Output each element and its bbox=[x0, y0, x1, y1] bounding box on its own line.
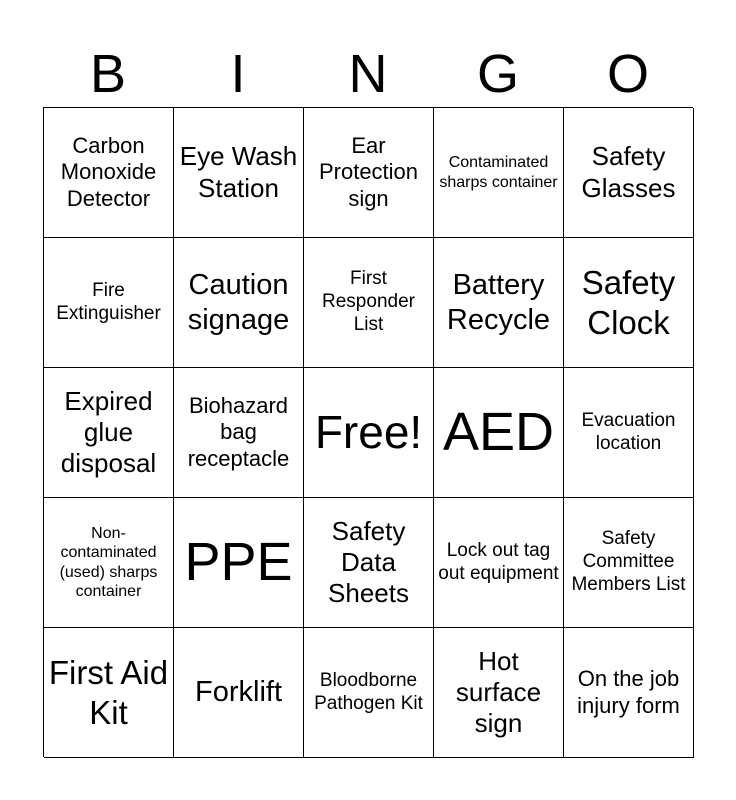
bingo-cell bbox=[44, 368, 174, 498]
cell-text: Hot surface sign bbox=[455, 645, 542, 739]
bingo-cell bbox=[174, 108, 304, 238]
header-letter-i: I bbox=[230, 44, 246, 104]
bingo-cell bbox=[564, 368, 694, 498]
cell-text: Contaminated sharps container bbox=[439, 154, 558, 191]
bingo-cell bbox=[304, 498, 434, 628]
bingo-cell bbox=[434, 108, 564, 238]
bingo-cell bbox=[44, 498, 174, 628]
bingo-cell bbox=[304, 238, 434, 368]
bingo-cell bbox=[564, 108, 694, 238]
bingo-cell bbox=[564, 628, 694, 758]
cell-text: Bloodborne Pathogen Kit bbox=[314, 669, 423, 714]
cell-text: Battery Recycle bbox=[446, 268, 551, 336]
cell-text: Caution signage bbox=[187, 268, 290, 336]
header-letter-b: B bbox=[89, 44, 127, 104]
bingo-cell bbox=[434, 238, 564, 368]
bingo-cell bbox=[44, 238, 174, 368]
bingo-cell bbox=[174, 238, 304, 368]
bingo-cell bbox=[304, 108, 434, 238]
cell-text: Fire Extinguisher bbox=[56, 279, 161, 324]
cell-text: Carbon Monoxide Detector bbox=[60, 132, 157, 211]
bingo-cell bbox=[44, 628, 174, 758]
cell-text: Biohazard bag receptacle bbox=[187, 392, 290, 471]
bingo-grid bbox=[43, 107, 693, 757]
header-letter-g: G bbox=[476, 44, 519, 104]
cell-text: Safety Data Sheets bbox=[328, 515, 409, 609]
bingo-cell bbox=[174, 628, 304, 758]
bingo-cell bbox=[304, 628, 434, 758]
cell-text: Safety Committee Members List bbox=[571, 528, 686, 595]
bingo-cell bbox=[434, 498, 564, 628]
cell-text: Safety Clock bbox=[581, 263, 676, 341]
bingo-cell bbox=[174, 498, 304, 628]
cell-text: First Aid Kit bbox=[48, 653, 169, 731]
cell-text: Ear Protection sign bbox=[318, 132, 419, 211]
header-letter-o: O bbox=[606, 44, 649, 104]
bingo-header bbox=[43, 40, 693, 108]
cell-text: Eye Wash Station bbox=[179, 141, 298, 203]
cell-text: On the job injury form bbox=[577, 666, 680, 718]
cell-text: Lock out tag out equipment bbox=[438, 539, 559, 584]
cell-text: First Responder List bbox=[322, 268, 415, 335]
cell-text: Evacuation location bbox=[581, 409, 676, 454]
cell-text: Forklift bbox=[195, 676, 282, 709]
cell-text: Free! bbox=[314, 405, 423, 458]
cell-text: Safety Glasses bbox=[581, 141, 676, 203]
cell-text: Non-contaminated (used) sharps container bbox=[59, 525, 158, 600]
bingo-cell bbox=[434, 368, 564, 498]
bingo-cell bbox=[44, 108, 174, 238]
header-letter-n: N bbox=[348, 44, 388, 104]
bingo-cell bbox=[564, 498, 694, 628]
bingo-cell bbox=[564, 238, 694, 368]
bingo-cell-free bbox=[304, 368, 434, 498]
cell-text: PPE bbox=[184, 532, 293, 593]
bingo-cell bbox=[434, 628, 564, 758]
cell-text: AED bbox=[442, 402, 555, 463]
bingo-cell bbox=[174, 368, 304, 498]
cell-text: Expired glue disposal bbox=[60, 385, 157, 479]
